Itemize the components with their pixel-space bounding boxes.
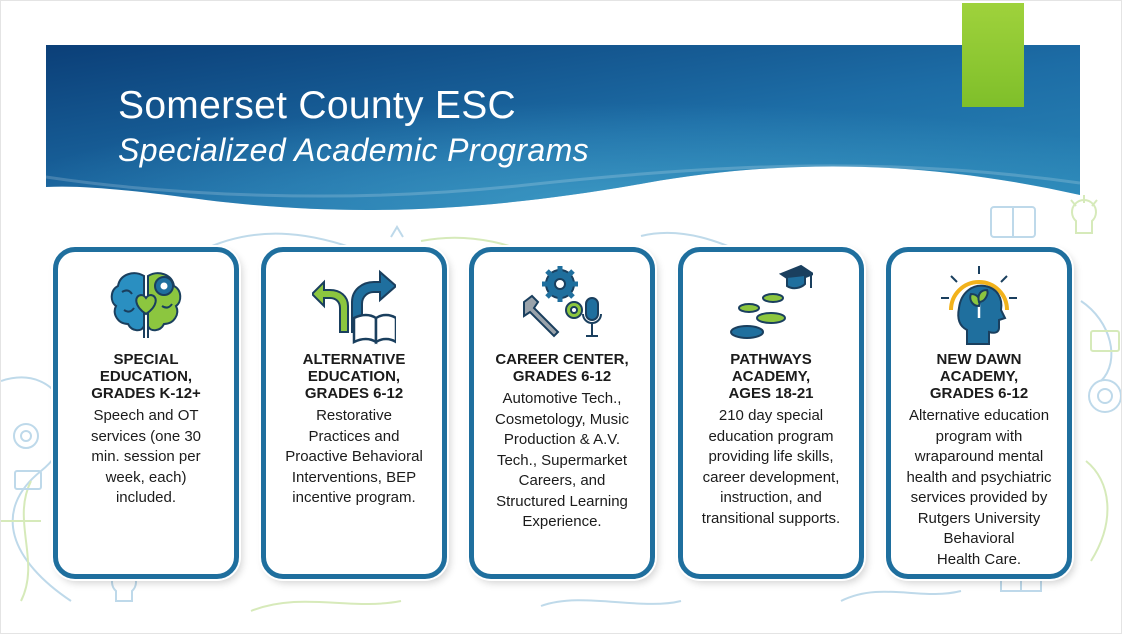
- program-text: [62, 351, 230, 509]
- program-text: [270, 351, 438, 509]
- program-title: PATHWAYS ACADEMY, AGES 18-21: [728, 351, 814, 402]
- brain-heart-gear-icon: [104, 262, 188, 346]
- program-description: Speech and OT services (one 30 min. session per week, each) included.: [90, 407, 202, 506]
- program-card-special-education: [53, 247, 239, 579]
- split-arrows-book-icon: [312, 262, 396, 346]
- slide-subtitle: Specialized Academic Programs: [118, 132, 590, 168]
- head-sprout-sunrise-icon: [937, 262, 1021, 346]
- slide-title: Somerset County ESC: [118, 84, 517, 127]
- steps-graduation-cap-icon: [729, 262, 813, 346]
- program-text: [687, 351, 855, 529]
- program-card-pathways-academy: [678, 247, 864, 579]
- program-title: ALTERNATIVE EDUCATION, GRADES 6-12: [302, 351, 406, 402]
- program-card-career-center: [469, 247, 655, 579]
- gears-wrench-microphone-icon: [520, 262, 604, 346]
- green-accent-block: [962, 3, 1024, 107]
- program-description: 210 day special education program providing life skills, career development, instruction, and transitional supports.: [701, 407, 841, 527]
- program-text: [478, 351, 646, 533]
- program-title: SPECIAL EDUCATION, GRADES K-12+: [91, 351, 201, 402]
- program-title: NEW DAWN ACADEMY, GRADES 6-12: [929, 351, 1029, 402]
- program-description: Restorative Practices and Proactive Behavioral Interventions, BEP incentive program.: [285, 407, 423, 506]
- program-text: [895, 351, 1063, 570]
- program-description: Automotive Tech., Cosmetology, Music Production & A.V. Tech., Supermarket Careers, and Structured Learning Experience.: [495, 390, 629, 530]
- program-title: CAREER CENTER, GRADES 6-12: [495, 351, 629, 385]
- program-description: Alternative education program with wraparound mental health and psychiatric services provided by Rutgers University Behavioral Health Care.: [906, 407, 1052, 568]
- program-card-alternative-education: [261, 247, 447, 579]
- program-card-new-dawn-academy: [886, 247, 1072, 579]
